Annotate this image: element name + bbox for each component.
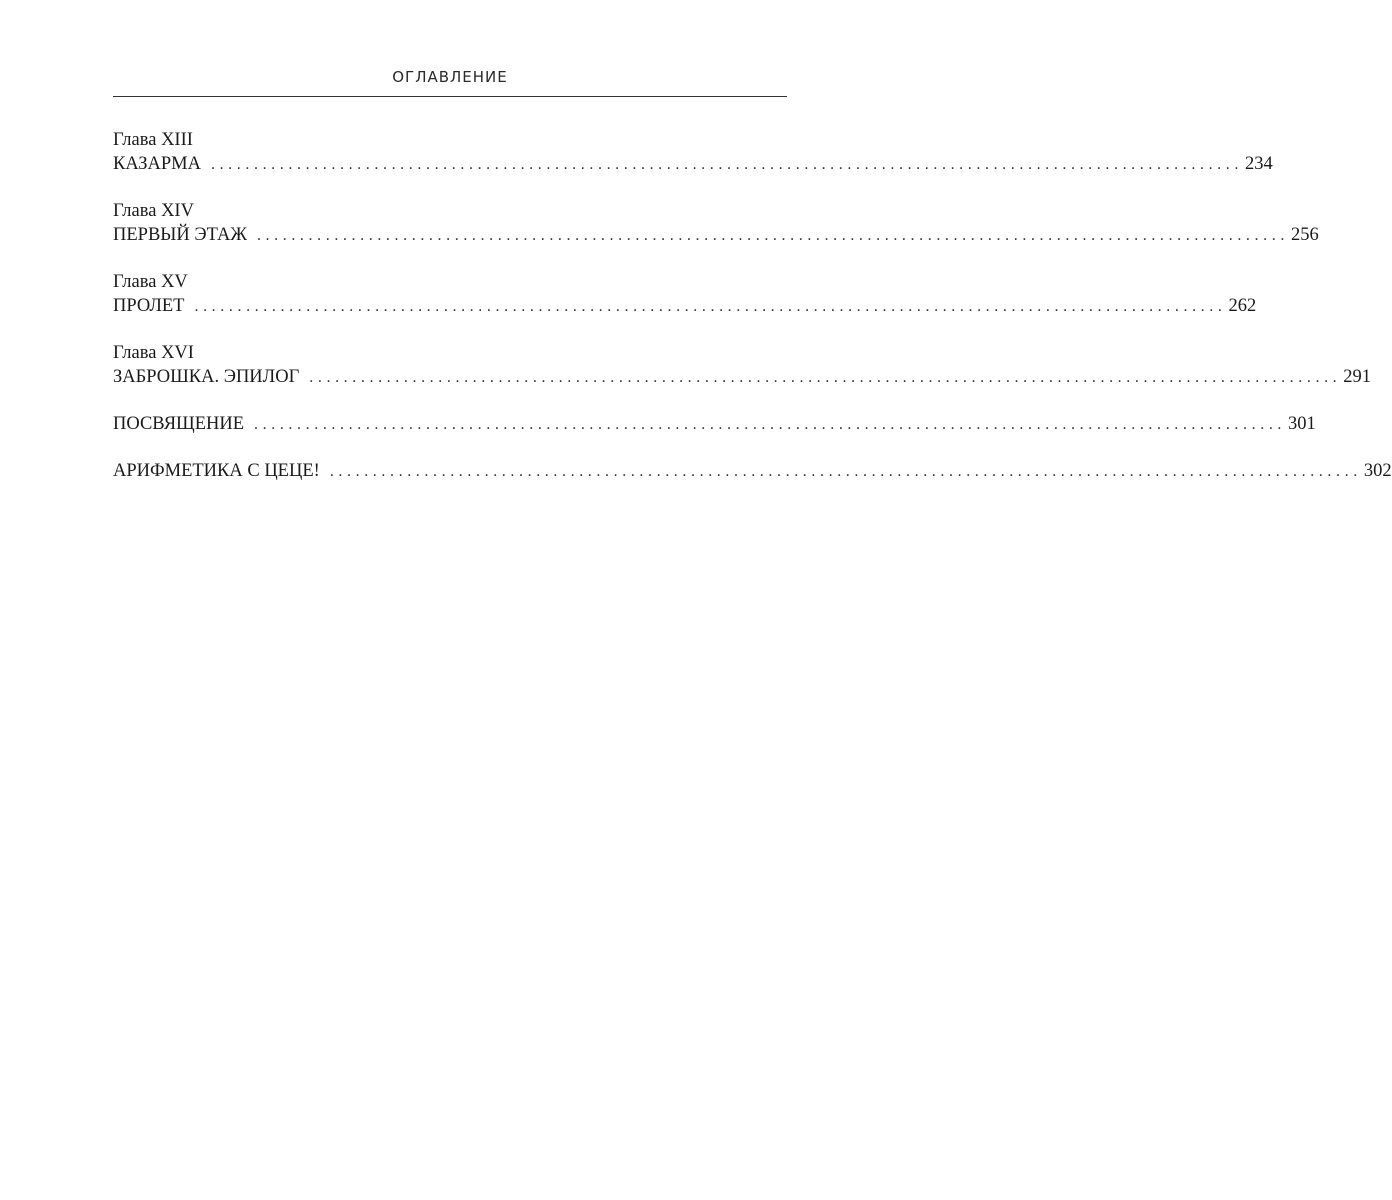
entry-title: ЗАБРОШКА. ЭПИЛОГ bbox=[113, 367, 300, 387]
toc-entry-chapter-15 bbox=[113, 270, 1257, 319]
dot-leader: ........................................................................................................................ bbox=[210, 156, 1243, 173]
entry-title: КАЗАРМА bbox=[113, 154, 201, 174]
toc-entry-chapter-16 bbox=[113, 341, 1372, 390]
chapter-label: Глава XIII bbox=[113, 130, 193, 150]
entry-title: АРИФМЕТИКА С ЦЕЦЕ! bbox=[113, 461, 320, 481]
spacer bbox=[113, 390, 787, 412]
toc-entry-line bbox=[113, 152, 1273, 177]
toc-entry-chapter-13 bbox=[113, 128, 1273, 177]
chapter-label: Глава XVI bbox=[113, 343, 194, 363]
dot-leader: ........................................................................................................................ bbox=[329, 463, 1362, 480]
header-rule bbox=[113, 96, 787, 97]
toc-entry-line bbox=[113, 365, 1372, 390]
toc-entry-line bbox=[113, 459, 1392, 484]
chapter-label: Глава XV bbox=[113, 272, 188, 292]
toc-entry-line bbox=[113, 412, 1316, 437]
page-number: 302 bbox=[1363, 461, 1392, 481]
table-of-contents bbox=[113, 128, 1392, 484]
page-number: 291 bbox=[1343, 367, 1372, 387]
entry-title: ПРОЛЕТ bbox=[113, 296, 185, 316]
page-number: 256 bbox=[1290, 225, 1319, 245]
toc-entry-dedication bbox=[113, 412, 1316, 437]
spacer bbox=[113, 177, 787, 199]
toc-entry-line bbox=[113, 294, 1257, 319]
page-number: 234 bbox=[1244, 154, 1273, 174]
dot-leader: ........................................................................................................................ bbox=[256, 227, 1289, 244]
toc-entry-line bbox=[113, 223, 1319, 248]
spacer bbox=[113, 319, 787, 341]
toc-entry-chapter-14 bbox=[113, 199, 1319, 248]
dot-leader: ........................................................................................................................ bbox=[194, 298, 1227, 315]
page-number: 301 bbox=[1288, 414, 1316, 434]
spacer bbox=[113, 248, 787, 270]
spacer bbox=[113, 437, 787, 459]
chapter-label: Глава XIV bbox=[113, 201, 194, 221]
dot-leader: ........................................................................................................................ bbox=[254, 416, 1287, 433]
entry-title: ПЕРВЫЙ ЭТАЖ bbox=[113, 225, 247, 245]
page-number: 262 bbox=[1228, 296, 1257, 316]
dot-leader: ........................................................................................................................ bbox=[309, 369, 1342, 386]
running-title: ОГЛАВЛЕНИЕ bbox=[392, 68, 508, 86]
entry-title: ПОСВЯЩЕНИЕ bbox=[113, 414, 245, 434]
toc-entry-arithmetic bbox=[113, 459, 1392, 484]
